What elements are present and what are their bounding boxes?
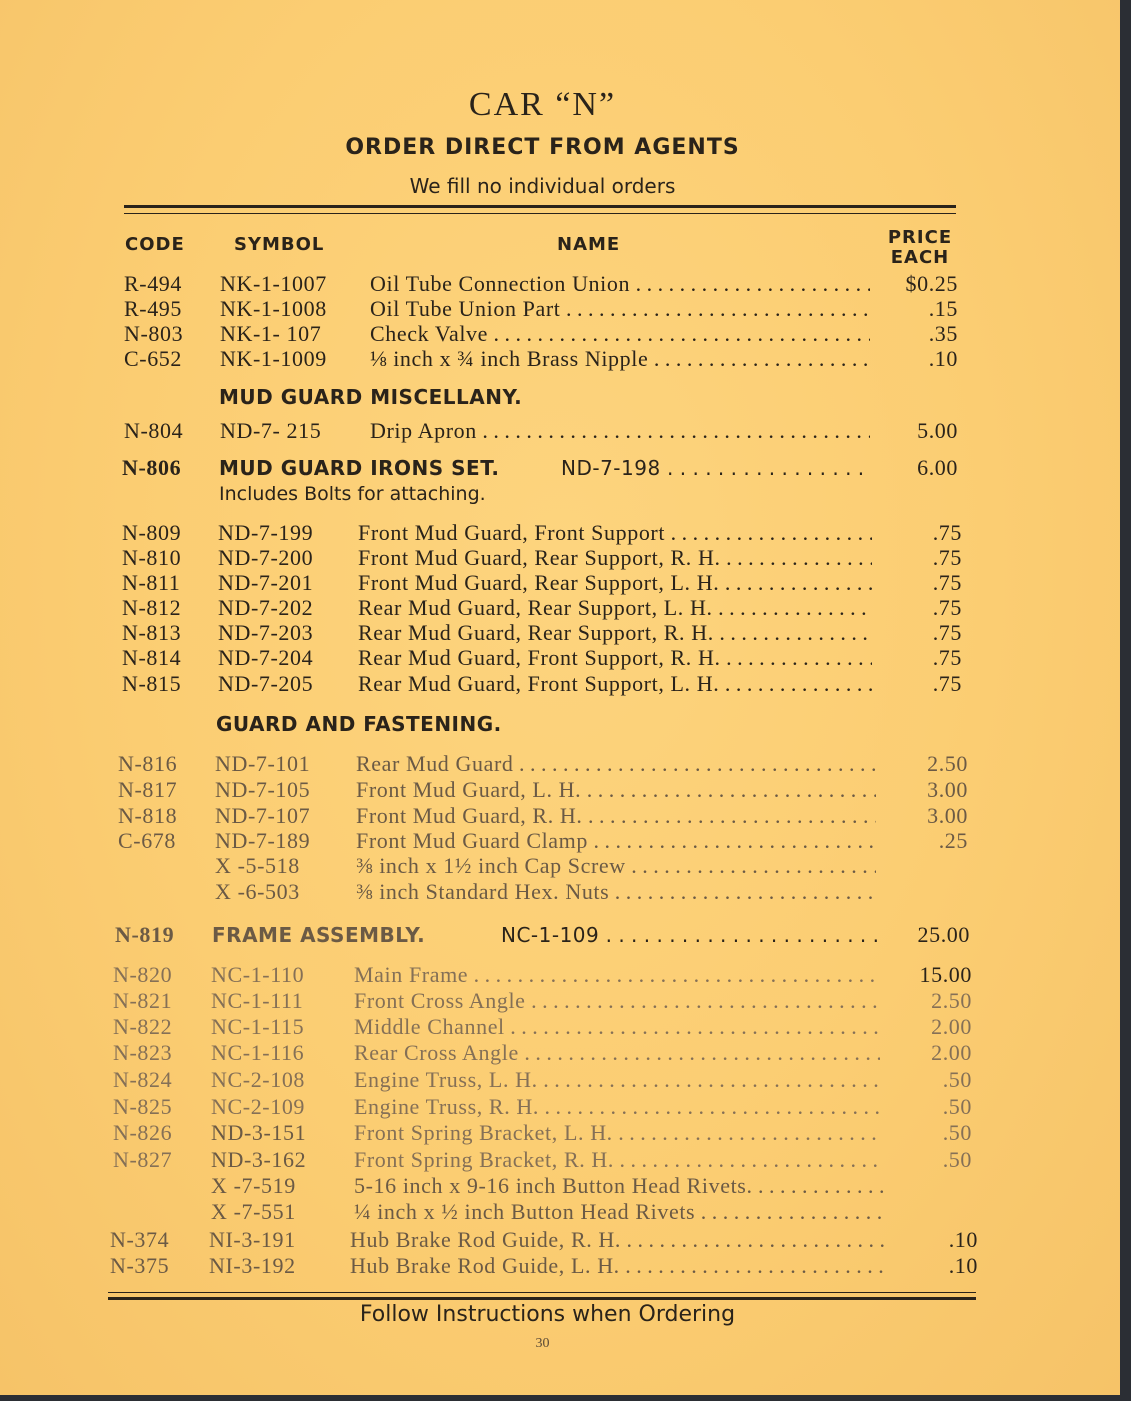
part-price: .50 — [942, 1120, 972, 1145]
part-name: Front Spring Bracket, L. H. . . . — [354, 1120, 880, 1146]
table-row — [0, 1094, 1100, 1120]
part-price: 2.00 — [931, 1040, 972, 1065]
part-symbol: ND-3-162 — [211, 1147, 307, 1172]
part-price: 2.50 — [931, 988, 972, 1013]
part-symbol: NK-1- 107 — [220, 321, 322, 346]
table-row — [0, 671, 1100, 697]
part-code: N-804 — [124, 418, 184, 443]
part-code: N-375 — [110, 1253, 170, 1278]
page-title: CAR “N” — [468, 86, 617, 123]
part-price: 25.00 — [917, 922, 970, 947]
part-name: Rear Mud Guard, Rear Support, R. H. . . . — [358, 620, 872, 646]
table-row — [0, 962, 1100, 988]
part-name: ⅛ inch x ¾ inch Brass Nipple . . . — [370, 346, 870, 372]
part-price: .25 — [938, 828, 968, 853]
table-row — [0, 828, 1100, 854]
table-row — [0, 1173, 1100, 1199]
table-row — [0, 988, 1100, 1014]
part-name: Rear Mud Guard, Front Support, R. H. . . . — [358, 645, 872, 671]
part-name: Rear Mud Guard, Front Support, L. H. . . . — [358, 671, 872, 697]
part-name: ⅜ inch x 1½ inch Cap Screw . . . — [356, 853, 876, 879]
part-code: N-818 — [118, 803, 178, 828]
table-row — [0, 321, 1100, 347]
section-heading-mud-guard-miscellany: MUD GUARD MISCELLANY. — [219, 385, 523, 409]
part-code: N-822 — [113, 1014, 173, 1039]
part-price: .75 — [932, 570, 962, 595]
part-symbol: ND-7-101 — [215, 751, 311, 776]
part-name: Engine Truss, L. H. . . . — [354, 1067, 880, 1093]
column-header-price-line1: PRICE — [887, 227, 953, 248]
part-name: Middle Channel . . . — [354, 1014, 880, 1040]
part-code: N-819 — [115, 922, 175, 947]
assembly-symbol: ND-7-198 . . . — [561, 456, 870, 480]
part-name: Front Mud Guard, Front Support . . . — [358, 520, 872, 546]
part-name: Front Cross Angle . . . — [354, 988, 880, 1014]
part-symbol: ND-7-201 — [218, 570, 314, 595]
part-price: .10 — [928, 346, 958, 371]
part-symbol: ND-7-107 — [215, 803, 311, 828]
part-code: R-494 — [124, 271, 182, 296]
part-price: .10 — [948, 1227, 978, 1252]
part-symbol: NI-3-191 — [209, 1227, 296, 1252]
part-code: N-816 — [118, 751, 178, 776]
part-code: N-374 — [110, 1227, 170, 1252]
part-code: N-824 — [113, 1067, 173, 1092]
part-name: Check Valve . . . — [370, 321, 870, 347]
part-name: 5-16 inch x 9-16 inch Button Head Rivets. . . . — [354, 1173, 884, 1199]
part-name: Front Mud Guard, R. H. . . . — [356, 803, 876, 829]
part-code: N-826 — [113, 1120, 173, 1145]
part-price: 6.00 — [917, 455, 958, 480]
part-name: Oil Tube Connection Union . . . — [370, 271, 870, 297]
table-row-assembly — [0, 922, 1100, 948]
page-number: 30 — [535, 1336, 550, 1351]
part-code: C-652 — [124, 346, 182, 371]
part-code: N-803 — [124, 321, 184, 346]
table-row-assembly — [0, 455, 1100, 481]
assembly-note: Includes Bolts for attaching. — [219, 483, 486, 505]
part-symbol: ND-7-203 — [218, 620, 314, 645]
assembly-label: MUD GUARD IRONS SET. — [219, 456, 500, 480]
part-price: 5.00 — [917, 418, 958, 443]
table-row — [0, 271, 1100, 297]
table-row — [0, 1147, 1100, 1173]
part-symbol: NC-1-116 — [211, 1040, 305, 1065]
table-row — [0, 1040, 1100, 1066]
table-row — [0, 418, 1100, 444]
part-symbol: NC-2-109 — [211, 1094, 306, 1119]
part-price: .10 — [948, 1253, 978, 1278]
part-price: .75 — [932, 620, 962, 645]
part-symbol: X -6-503 — [215, 879, 300, 904]
part-symbol: X -7-519 — [211, 1173, 296, 1198]
part-code: N-813 — [122, 620, 182, 645]
part-price: .75 — [932, 520, 962, 545]
column-header-code: CODE — [125, 234, 185, 255]
part-symbol: NK-1-1009 — [220, 346, 327, 371]
part-price: .75 — [932, 545, 962, 570]
part-code: N-820 — [113, 962, 173, 987]
part-code: N-806 — [122, 455, 182, 480]
column-header-price-line2: EACH — [890, 247, 950, 268]
table-row — [0, 1199, 1100, 1225]
assembly-symbol: NC-1-109 . . . — [501, 923, 877, 947]
footer-rule-thin — [108, 1292, 976, 1293]
part-symbol: ND-7-199 — [218, 520, 314, 545]
part-symbol: NC-1-110 — [211, 962, 305, 987]
part-price: 15.00 — [919, 962, 972, 987]
header-rule-thick — [124, 205, 956, 208]
part-name: Front Mud Guard, Rear Support, R. H. . . . — [358, 545, 872, 571]
table-row — [0, 545, 1100, 571]
part-symbol: ND-7-205 — [218, 671, 314, 696]
table-row — [0, 879, 1100, 905]
part-price: .35 — [928, 321, 958, 346]
part-price: .75 — [932, 671, 962, 696]
part-name: Hub Brake Rod Guide, L. H. . . . — [350, 1253, 884, 1279]
part-code: N-810 — [122, 545, 182, 570]
part-code: R-495 — [124, 296, 182, 321]
part-code: N-827 — [113, 1147, 173, 1172]
page-subtitle: ORDER DIRECT FROM AGENTS — [345, 135, 740, 160]
part-code: N-825 — [113, 1094, 173, 1119]
part-code: C-678 — [118, 828, 176, 853]
part-symbol: NC-1-111 — [211, 988, 304, 1013]
table-row — [0, 1253, 1100, 1279]
part-code: N-821 — [113, 988, 173, 1013]
table-row — [0, 346, 1100, 372]
table-row — [0, 1120, 1100, 1146]
part-symbol: ND-7-189 — [215, 828, 311, 853]
footer-rule-thick — [108, 1297, 976, 1300]
part-price: 3.00 — [927, 777, 968, 802]
part-price: .75 — [932, 645, 962, 670]
part-symbol: NK-1-1008 — [220, 296, 327, 321]
table-row — [0, 296, 1100, 322]
part-name: Oil Tube Union Part . . . — [370, 296, 870, 322]
part-name: Rear Mud Guard, Rear Support, L. H. . . . — [358, 595, 872, 621]
part-price: .50 — [942, 1147, 972, 1172]
section-heading-guard-and-fastening: GUARD AND FASTENING. — [216, 712, 502, 736]
table-row — [0, 595, 1100, 621]
part-name: Drip Apron . . . — [370, 418, 870, 444]
part-code: N-812 — [122, 595, 182, 620]
header-rule-thin — [124, 213, 956, 214]
part-name: Front Spring Bracket, R. H. . . . — [354, 1147, 880, 1173]
part-name: Main Frame . . . — [354, 962, 880, 988]
part-name: ¼ inch x ½ inch Button Head Rivets . . . — [354, 1199, 884, 1225]
part-code: N-817 — [118, 777, 178, 802]
part-price: 2.00 — [931, 1014, 972, 1039]
table-row — [0, 853, 1100, 879]
assembly-label: FRAME ASSEMBLY. — [212, 923, 426, 947]
part-name: Front Mud Guard, Rear Support, L. H. . . . — [358, 570, 872, 596]
part-name: Hub Brake Rod Guide, R. H. . . . — [350, 1227, 884, 1253]
table-row — [0, 570, 1100, 596]
part-symbol: X -7-551 — [211, 1199, 296, 1224]
part-symbol: ND-7-200 — [218, 545, 314, 570]
part-price: 3.00 — [927, 803, 968, 828]
part-price: .50 — [942, 1067, 972, 1092]
part-symbol: NC-2-108 — [211, 1067, 306, 1092]
column-header-symbol: SYMBOL — [234, 234, 325, 255]
part-name: Front Mud Guard Clamp . . . — [356, 828, 876, 854]
table-row — [0, 645, 1100, 671]
part-symbol: ND-3-151 — [211, 1120, 307, 1145]
table-row — [0, 520, 1100, 546]
part-price: .15 — [928, 296, 958, 321]
part-code: N-809 — [122, 520, 182, 545]
part-symbol: ND-7-105 — [215, 777, 311, 802]
part-name: ⅜ inch Standard Hex. Nuts . . . — [356, 879, 876, 905]
part-symbol: NI-3-192 — [209, 1253, 296, 1278]
part-name: Front Mud Guard, L. H. . . . — [356, 777, 876, 803]
table-row — [0, 803, 1100, 829]
part-symbol: ND-7- 215 — [220, 418, 322, 443]
table-row — [0, 1067, 1100, 1093]
table-row — [0, 1227, 1100, 1253]
part-code: N-811 — [122, 570, 181, 595]
part-code: N-815 — [122, 671, 182, 696]
table-row — [0, 777, 1100, 803]
part-price: 2.50 — [927, 751, 968, 776]
table-row — [0, 620, 1100, 646]
part-symbol: NK-1-1007 — [220, 271, 327, 296]
part-symbol: NC-1-115 — [211, 1014, 305, 1039]
part-symbol: X -5-518 — [215, 853, 300, 878]
part-name: Rear Cross Angle . . . — [354, 1040, 880, 1066]
part-name: Rear Mud Guard . . . — [356, 751, 876, 777]
part-price: .50 — [942, 1094, 972, 1119]
part-code: N-823 — [113, 1040, 173, 1065]
table-row — [0, 1014, 1100, 1040]
order-note: We fill no individual orders — [409, 174, 676, 198]
part-code: N-814 — [122, 645, 182, 670]
part-name: Engine Truss, R. H. . . . — [354, 1094, 880, 1120]
column-header-name: NAME — [557, 234, 621, 255]
footer-instructions: Follow Instructions when Ordering — [359, 1302, 736, 1327]
part-price: $0.25 — [905, 271, 958, 296]
part-symbol: ND-7-202 — [218, 595, 314, 620]
table-row — [0, 751, 1100, 777]
part-price: .75 — [932, 595, 962, 620]
part-symbol: ND-7-204 — [218, 645, 314, 670]
column-header-price — [880, 228, 960, 268]
